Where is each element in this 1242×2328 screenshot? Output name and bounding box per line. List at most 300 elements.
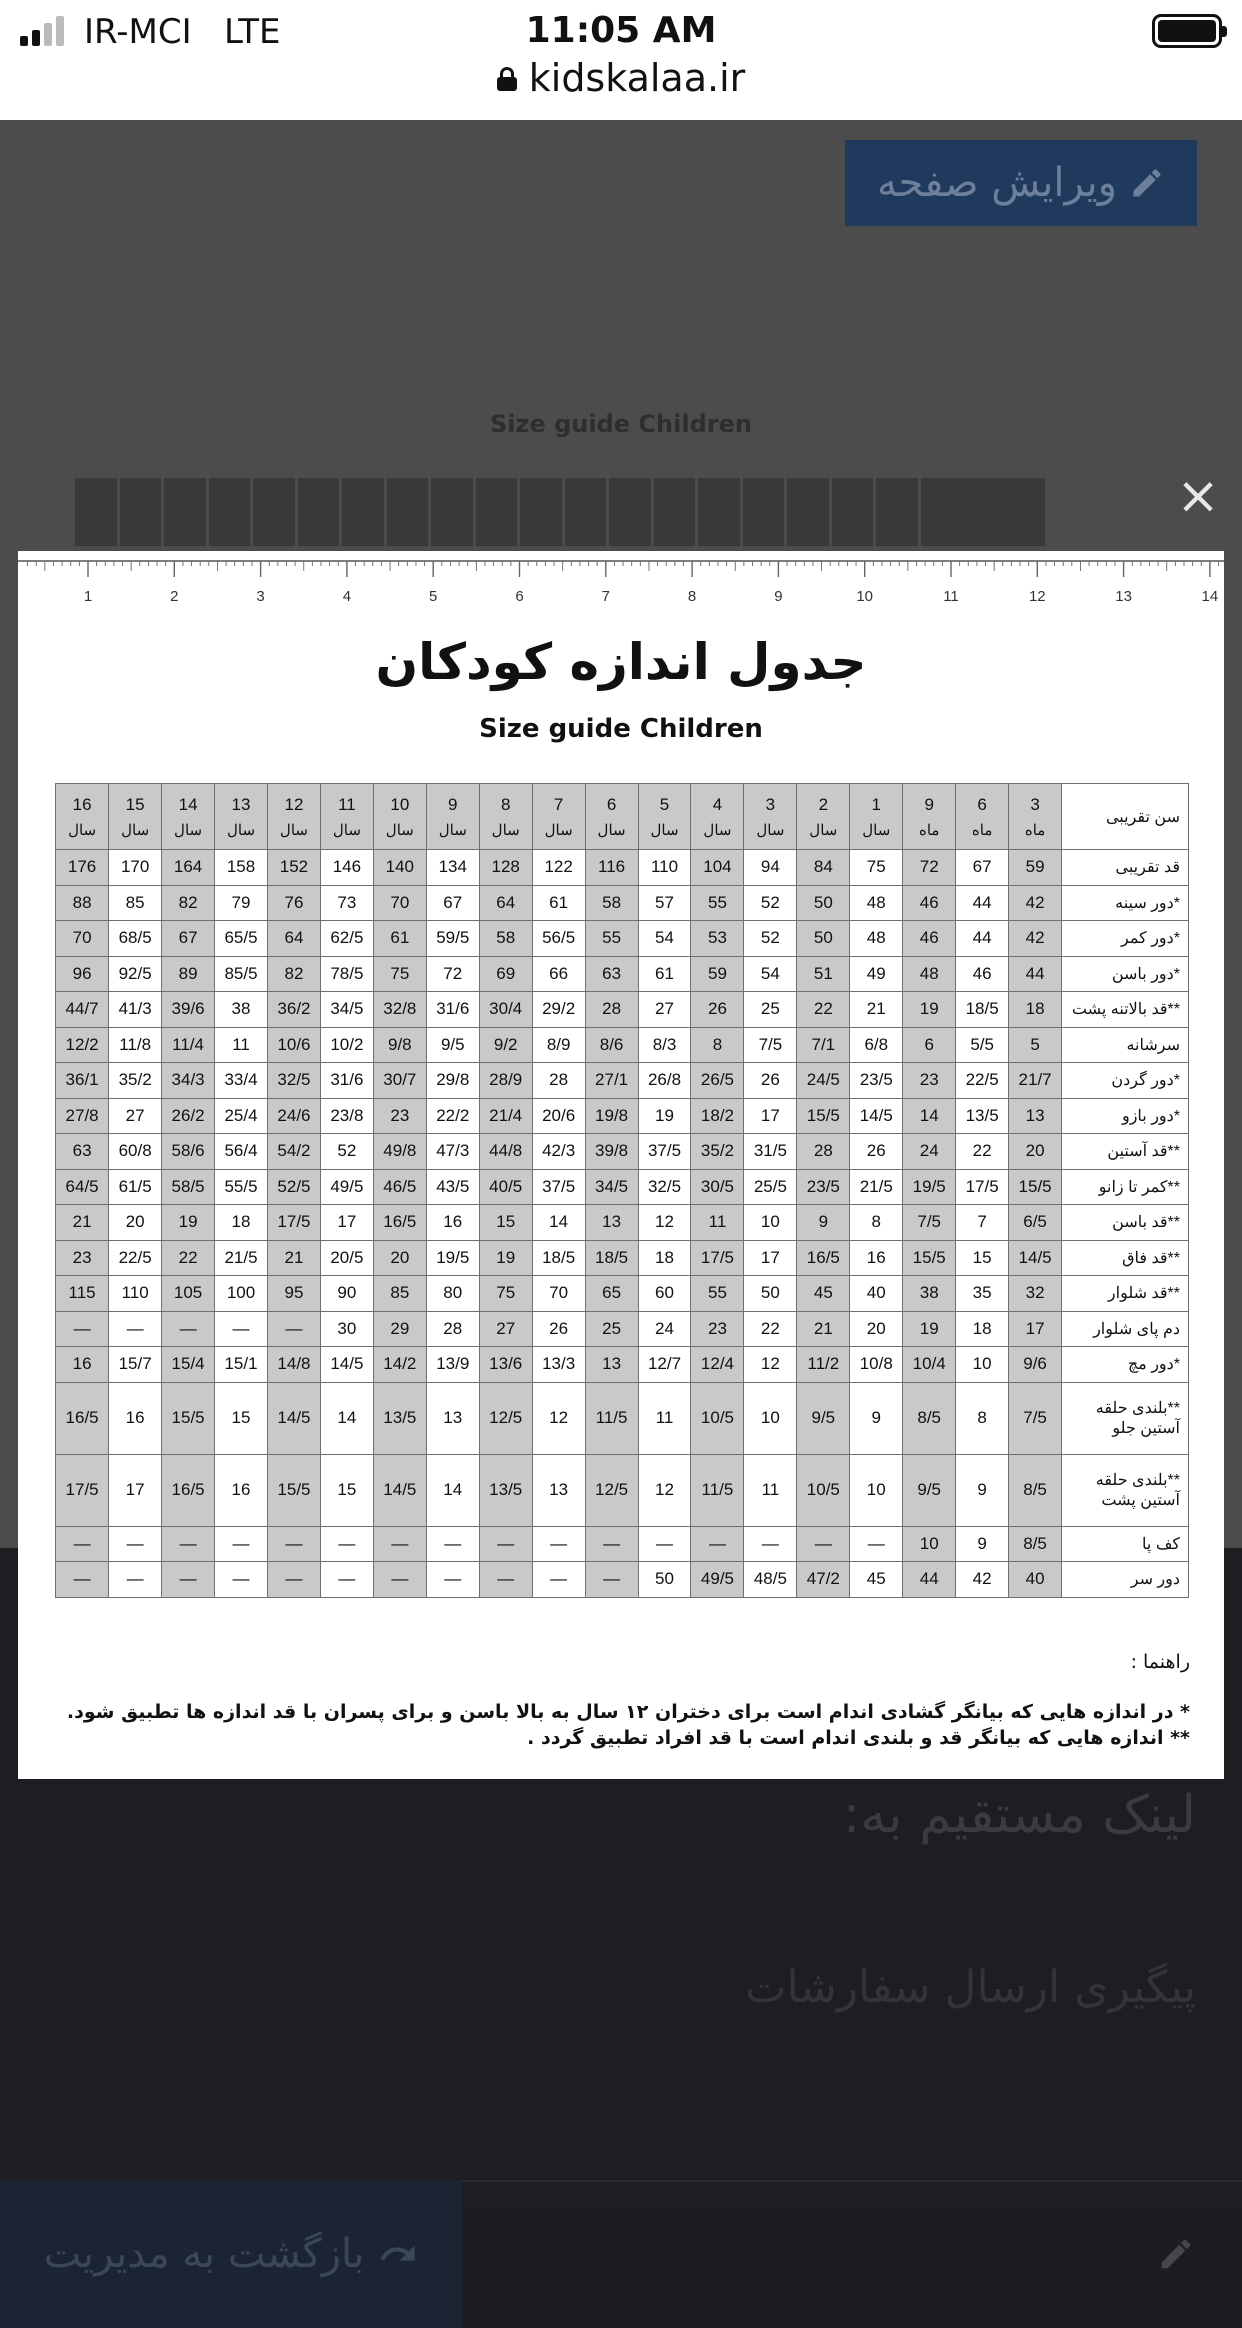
table-cell: 72 — [903, 850, 956, 886]
table-cell: — — [162, 1311, 215, 1347]
table-row — [56, 850, 1189, 886]
table-cell: 12/4 — [691, 1347, 744, 1383]
table-cell: 9 — [850, 1382, 903, 1454]
table-cell: 79 — [215, 885, 268, 921]
table-cell: 10 — [850, 1454, 903, 1526]
row-label: قد تقریبی — [1062, 850, 1189, 886]
row-label: سن تقریبی — [1062, 784, 1189, 850]
table-cell: 20 — [373, 1240, 426, 1276]
table-cell: 56/5 — [532, 921, 585, 957]
table-cell: 61 — [373, 921, 426, 957]
table-cell: 16 — [426, 1205, 479, 1241]
table-cell: 14/5 — [267, 1382, 320, 1454]
table-cell: 65/5 — [215, 921, 268, 957]
table-cell: 52 — [320, 1134, 373, 1170]
table-cell: 9 — [956, 1454, 1009, 1526]
table-cell: 42/3 — [532, 1134, 585, 1170]
age-header-cell — [744, 784, 797, 850]
table-cell: 122 — [532, 850, 585, 886]
age-number: 9 — [924, 794, 934, 814]
table-cell: 55 — [691, 885, 744, 921]
table-cell: 67 — [956, 850, 1009, 886]
table-cell: 12/5 — [479, 1382, 532, 1454]
table-cell: 82 — [162, 885, 215, 921]
age-number: 11 — [338, 794, 356, 814]
table-row — [56, 1134, 1189, 1170]
table-cell: 30 — [320, 1311, 373, 1347]
table-cell: 170 — [109, 850, 162, 886]
table-cell: 14 — [903, 1098, 956, 1134]
table-cell: 23 — [56, 1240, 109, 1276]
table-cell: — — [426, 1562, 479, 1598]
table-cell: 17/5 — [691, 1240, 744, 1276]
table-cell: 70 — [373, 885, 426, 921]
table-cell: 10 — [903, 1526, 956, 1562]
lock-icon — [497, 67, 517, 91]
table-cell: 11 — [215, 1027, 268, 1063]
table-cell: 11/5 — [691, 1454, 744, 1526]
table-cell: 70 — [532, 1276, 585, 1312]
table-cell: 17/5 — [56, 1454, 109, 1526]
table-cell: 35/2 — [109, 1063, 162, 1099]
table-cell: 16/5 — [162, 1454, 215, 1526]
table-cell: 20/5 — [320, 1240, 373, 1276]
table-cell: 140 — [373, 850, 426, 886]
table-row — [56, 1454, 1189, 1526]
table-cell: 19/8 — [585, 1098, 638, 1134]
ruler-number: 3 — [256, 588, 265, 605]
table-cell: 23 — [691, 1311, 744, 1347]
table-cell: 9/5 — [426, 1027, 479, 1063]
network-type: LTE — [224, 12, 281, 52]
table-cell: 42 — [1009, 885, 1062, 921]
table-cell: 9 — [956, 1526, 1009, 1562]
table-cell: 17 — [320, 1205, 373, 1241]
table-cell: 7/1 — [797, 1027, 850, 1063]
ruler-number: 1 — [83, 588, 93, 605]
table-cell: 35 — [956, 1276, 1009, 1312]
table-cell: 8 — [956, 1382, 1009, 1454]
table-cell: 7 — [956, 1205, 1009, 1241]
direct-link-heading: لینک مستقیم به: — [842, 1785, 1196, 1845]
table-cell: 46 — [956, 956, 1009, 992]
table-cell: 85 — [109, 885, 162, 921]
table-cell: 89 — [162, 956, 215, 992]
table-cell: 62/5 — [320, 921, 373, 957]
table-cell: 18/5 — [532, 1240, 585, 1276]
table-cell: 50 — [797, 921, 850, 957]
table-cell: 10/8 — [850, 1347, 903, 1383]
row-label: *دور گردن — [1062, 1063, 1189, 1099]
table-cell: 21 — [850, 992, 903, 1028]
table-cell: 16 — [215, 1454, 268, 1526]
table-cell: 105 — [162, 1276, 215, 1312]
table-cell: 38 — [215, 992, 268, 1028]
table-cell: 82 — [267, 956, 320, 992]
table-cell: 36/2 — [267, 992, 320, 1028]
table-cell: 20/6 — [532, 1098, 585, 1134]
table-cell: 28 — [426, 1311, 479, 1347]
table-cell: — — [56, 1562, 109, 1598]
table-cell: 20 — [109, 1205, 162, 1241]
table-cell: 59 — [691, 956, 744, 992]
table-cell: 21 — [797, 1311, 850, 1347]
table-cell: 90 — [320, 1276, 373, 1312]
table-cell: 19 — [638, 1098, 691, 1134]
table-cell: 36/1 — [56, 1063, 109, 1099]
table-cell: — — [426, 1526, 479, 1562]
back-to-admin-label: بازگشت به مدیریت — [43, 2231, 365, 2277]
table-row — [56, 885, 1189, 921]
age-number: 10 — [390, 794, 410, 814]
table-cell: 72 — [426, 956, 479, 992]
table-cell: — — [691, 1526, 744, 1562]
table-cell: 65 — [585, 1276, 638, 1312]
table-cell: 8 — [691, 1027, 744, 1063]
table-cell: 47/2 — [797, 1562, 850, 1598]
track-orders-link[interactable]: پیگیری ارسال سفارشات — [745, 1962, 1196, 2013]
table-cell: 13/5 — [373, 1382, 426, 1454]
table-cell: 7/5 — [903, 1205, 956, 1241]
ruler — [18, 551, 1224, 611]
table-cell: 31/6 — [320, 1063, 373, 1099]
table-cell: 44 — [956, 885, 1009, 921]
battery-icon — [1152, 14, 1222, 48]
table-cell: 64/5 — [56, 1169, 109, 1205]
age-header-cell — [532, 784, 585, 850]
row-label: *دور سینه — [1062, 885, 1189, 921]
table-cell: — — [373, 1526, 426, 1562]
table-cell: 15/5 — [1009, 1169, 1062, 1205]
row-label: دور سر — [1062, 1562, 1189, 1598]
ruler-number: 2 — [170, 588, 179, 605]
table-cell: 25/5 — [744, 1169, 797, 1205]
table-cell: — — [56, 1311, 109, 1347]
row-label: *دور مچ — [1062, 1347, 1189, 1383]
table-cell: 40 — [850, 1276, 903, 1312]
table-row — [56, 1240, 1189, 1276]
table-cell: 61 — [638, 956, 691, 992]
table-cell: 17 — [744, 1240, 797, 1276]
age-unit: سال — [862, 821, 891, 839]
ruler-number: 8 — [687, 588, 697, 605]
table-cell: 59 — [1009, 850, 1062, 886]
ruler-number: 10 — [856, 588, 874, 605]
table-cell: — — [479, 1526, 532, 1562]
age-unit: سال — [68, 821, 97, 839]
table-cell: 48 — [850, 885, 903, 921]
row-label: **قد فاق — [1062, 1240, 1189, 1276]
table-cell: 69 — [479, 956, 532, 992]
table-cell: 5/5 — [956, 1027, 1009, 1063]
table-cell: 26/2 — [162, 1098, 215, 1134]
age-number: 9 — [448, 794, 458, 814]
age-header-cell — [56, 784, 109, 850]
table-cell: — — [320, 1526, 373, 1562]
row-label: *دور باسن — [1062, 956, 1189, 992]
table-cell: 6/8 — [850, 1027, 903, 1063]
table-cell: 44/7 — [56, 992, 109, 1028]
table-cell: 25/4 — [215, 1098, 268, 1134]
table-cell: 52 — [744, 885, 797, 921]
table-cell: 25 — [744, 992, 797, 1028]
table-cell: 13 — [585, 1347, 638, 1383]
guide-title: راهنما : — [1130, 1651, 1190, 1673]
table-cell: 19 — [479, 1240, 532, 1276]
table-cell: 15/7 — [109, 1347, 162, 1383]
background-title: Size guide Children — [490, 410, 752, 438]
table-cell: 75 — [373, 956, 426, 992]
table-cell: 19/5 — [426, 1240, 479, 1276]
table-cell: 8/6 — [585, 1027, 638, 1063]
ruler-number: 13 — [1115, 588, 1132, 605]
table-cell: 49 — [850, 956, 903, 992]
age-header-cell — [162, 784, 215, 850]
table-cell: 22 — [744, 1311, 797, 1347]
table-cell: 64 — [267, 921, 320, 957]
table-cell: 88 — [56, 885, 109, 921]
table-cell: 18 — [215, 1205, 268, 1241]
table-cell: 9/2 — [479, 1027, 532, 1063]
table-cell: 23/5 — [797, 1169, 850, 1205]
table-cell: 43/5 — [426, 1169, 479, 1205]
row-label: کف پا — [1062, 1526, 1189, 1562]
table-cell: 26 — [744, 1063, 797, 1099]
table-cell: — — [267, 1562, 320, 1598]
table-cell: 11 — [638, 1382, 691, 1454]
table-cell: 63 — [56, 1134, 109, 1170]
age-unit: سال — [491, 821, 520, 839]
table-cell: 22/2 — [426, 1098, 479, 1134]
age-unit: سال — [279, 821, 308, 839]
table-cell: — — [373, 1562, 426, 1598]
table-cell: 10 — [744, 1382, 797, 1454]
table-cell: 13/3 — [532, 1347, 585, 1383]
table-cell: 63 — [585, 956, 638, 992]
table-cell: 21/4 — [479, 1098, 532, 1134]
table-cell: 12/2 — [56, 1027, 109, 1063]
table-cell: 18 — [1009, 992, 1062, 1028]
table-cell: 46 — [903, 921, 956, 957]
table-row — [56, 1382, 1189, 1454]
table-cell: 7/5 — [1009, 1382, 1062, 1454]
table-cell: 17 — [744, 1098, 797, 1134]
table-cell: 27 — [109, 1098, 162, 1134]
table-cell: 14 — [426, 1454, 479, 1526]
back-to-admin-button[interactable] — [0, 2180, 462, 2328]
table-cell: 29/2 — [532, 992, 585, 1028]
table-cell: 35/2 — [691, 1134, 744, 1170]
table-cell: 60 — [638, 1276, 691, 1312]
guide-note-1: * در اندازه هایی که بیانگر گشادی اندام است برای دختران ۱۲ سال به بالا باسن و برای پسران با قد اندازه ها تطبیق شود. — [66, 1701, 1190, 1723]
row-label: سرشانه — [1062, 1027, 1189, 1063]
table-cell: 42 — [956, 1562, 1009, 1598]
table-row — [56, 1169, 1189, 1205]
table-cell: 10 — [744, 1205, 797, 1241]
table-row — [56, 956, 1189, 992]
table-cell: 11/2 — [797, 1347, 850, 1383]
age-header-cell — [1009, 784, 1062, 850]
table-cell: 15/5 — [267, 1454, 320, 1526]
table-cell: 58 — [479, 921, 532, 957]
table-cell: 31/6 — [426, 992, 479, 1028]
age-header-cell — [903, 784, 956, 850]
table-cell: 16 — [109, 1382, 162, 1454]
table-cell: 14 — [320, 1382, 373, 1454]
close-lightbox-button[interactable]: × — [1176, 466, 1220, 526]
table-cell: 39/8 — [585, 1134, 638, 1170]
table-cell: — — [479, 1562, 532, 1598]
table-cell: — — [744, 1526, 797, 1562]
age-header-cell — [797, 784, 850, 850]
table-cell: 19/5 — [903, 1169, 956, 1205]
table-cell: 18/5 — [585, 1240, 638, 1276]
row-label: **قد بالاتنه پشت — [1062, 992, 1189, 1028]
table-cell: 37/5 — [532, 1169, 585, 1205]
table-cell: 14/2 — [373, 1347, 426, 1383]
table-row — [56, 921, 1189, 957]
chart-subtitle: Size guide Children — [479, 714, 763, 744]
age-unit: سال — [544, 821, 573, 839]
undo-icon — [378, 2234, 418, 2274]
table-cell: 158 — [215, 850, 268, 886]
ruler-number: 12 — [1028, 588, 1046, 605]
age-unit: سال — [385, 821, 414, 839]
table-cell: 13 — [585, 1205, 638, 1241]
table-cell: — — [109, 1526, 162, 1562]
table-cell: 28 — [532, 1063, 585, 1099]
table-cell: 16 — [850, 1240, 903, 1276]
row-label: **کمر تا زانو — [1062, 1169, 1189, 1205]
table-cell: 59/5 — [426, 921, 479, 957]
age-number: 6 — [606, 794, 617, 814]
edit-page-label: ویرایش صفحه — [877, 160, 1117, 206]
table-cell: 75 — [479, 1276, 532, 1312]
table-cell: 46 — [903, 885, 956, 921]
table-cell: 61/5 — [109, 1169, 162, 1205]
table-cell: 34/5 — [585, 1169, 638, 1205]
table-cell: 29 — [373, 1311, 426, 1347]
table-cell: 38 — [903, 1276, 956, 1312]
table-cell: 25 — [585, 1311, 638, 1347]
table-cell: 61 — [532, 885, 585, 921]
table-cell: 30/7 — [373, 1063, 426, 1099]
table-cell: 11 — [744, 1454, 797, 1526]
table-cell: 16/5 — [373, 1205, 426, 1241]
table-cell: 24/6 — [267, 1098, 320, 1134]
table-cell: 21/5 — [850, 1169, 903, 1205]
table-cell: 85/5 — [215, 956, 268, 992]
table-row — [56, 992, 1189, 1028]
table-cell: — — [267, 1311, 320, 1347]
table-cell: 73 — [320, 885, 373, 921]
table-cell: 58 — [585, 885, 638, 921]
table-cell: 44 — [956, 921, 1009, 957]
table-cell: 24/5 — [797, 1063, 850, 1099]
table-cell: 11/4 — [162, 1027, 215, 1063]
url-text: kidskalaa.ir — [528, 56, 746, 100]
table-cell: 22 — [956, 1134, 1009, 1170]
age-header-cell — [267, 784, 320, 850]
table-cell: 17/5 — [956, 1169, 1009, 1205]
table-cell: 18 — [638, 1240, 691, 1276]
table-cell: 58/6 — [162, 1134, 215, 1170]
age-number: 8 — [500, 794, 511, 814]
table-cell: 52 — [744, 921, 797, 957]
table-cell: 16/5 — [56, 1382, 109, 1454]
table-cell: 37/5 — [638, 1134, 691, 1170]
age-unit: سال — [809, 821, 838, 839]
table-cell: 15/1 — [215, 1347, 268, 1383]
table-cell: 16 — [56, 1347, 109, 1383]
table-row — [56, 1347, 1189, 1383]
table-cell: 41/3 — [109, 992, 162, 1028]
chart-title: جدول اندازه کودکان — [375, 633, 867, 691]
row-label: **بلندی حلقه آستین پشت — [1062, 1454, 1189, 1526]
age-unit: سال — [650, 821, 679, 839]
table-cell: — — [215, 1562, 268, 1598]
table-cell: — — [162, 1526, 215, 1562]
age-number: 4 — [712, 794, 723, 814]
table-row — [56, 1063, 1189, 1099]
table-cell: 17/5 — [267, 1205, 320, 1241]
table-cell: 14/5 — [373, 1454, 426, 1526]
edit-page-button[interactable] — [845, 140, 1197, 226]
table-cell: 28 — [585, 992, 638, 1028]
table-cell: 27 — [479, 1311, 532, 1347]
age-number: 13 — [231, 794, 251, 814]
table-cell: 13/9 — [426, 1347, 479, 1383]
table-cell: 15 — [479, 1205, 532, 1241]
table-cell: 30/4 — [479, 992, 532, 1028]
table-cell: 152 — [267, 850, 320, 886]
table-cell: 64 — [479, 885, 532, 921]
table-cell: — — [320, 1562, 373, 1598]
age-unit: سال — [756, 821, 785, 839]
table-cell: 50 — [638, 1562, 691, 1598]
age-number: 6 — [977, 794, 987, 814]
table-cell: 116 — [585, 850, 638, 886]
table-cell: 104 — [691, 850, 744, 886]
age-header-cell — [850, 784, 903, 850]
table-row — [56, 1526, 1189, 1562]
table-cell: 49/5 — [320, 1169, 373, 1205]
address-bar[interactable] — [0, 56, 1242, 100]
table-cell: 32/5 — [638, 1169, 691, 1205]
row-label: **قد باسن — [1062, 1205, 1189, 1241]
table-cell: 7/5 — [744, 1027, 797, 1063]
table-cell: 9/6 — [1009, 1347, 1062, 1383]
size-chart-image — [18, 551, 1224, 1779]
table-cell: 67 — [162, 921, 215, 957]
bottom-edit-button[interactable] — [1110, 2180, 1242, 2328]
ruler-number: 4 — [342, 588, 352, 605]
table-cell: 16/5 — [797, 1240, 850, 1276]
table-cell: — — [638, 1526, 691, 1562]
table-cell: 32/8 — [373, 992, 426, 1028]
table-cell: 9/5 — [797, 1382, 850, 1454]
table-cell: 12 — [638, 1454, 691, 1526]
table-cell: 15/4 — [162, 1347, 215, 1383]
table-cell: 176 — [56, 850, 109, 886]
table-cell: 28/9 — [479, 1063, 532, 1099]
table-cell: 84 — [797, 850, 850, 886]
table-cell: 10/5 — [691, 1382, 744, 1454]
table-cell: 10/5 — [797, 1454, 850, 1526]
table-cell: 33/4 — [215, 1063, 268, 1099]
table-cell: 28 — [797, 1134, 850, 1170]
table-cell: 110 — [638, 850, 691, 886]
